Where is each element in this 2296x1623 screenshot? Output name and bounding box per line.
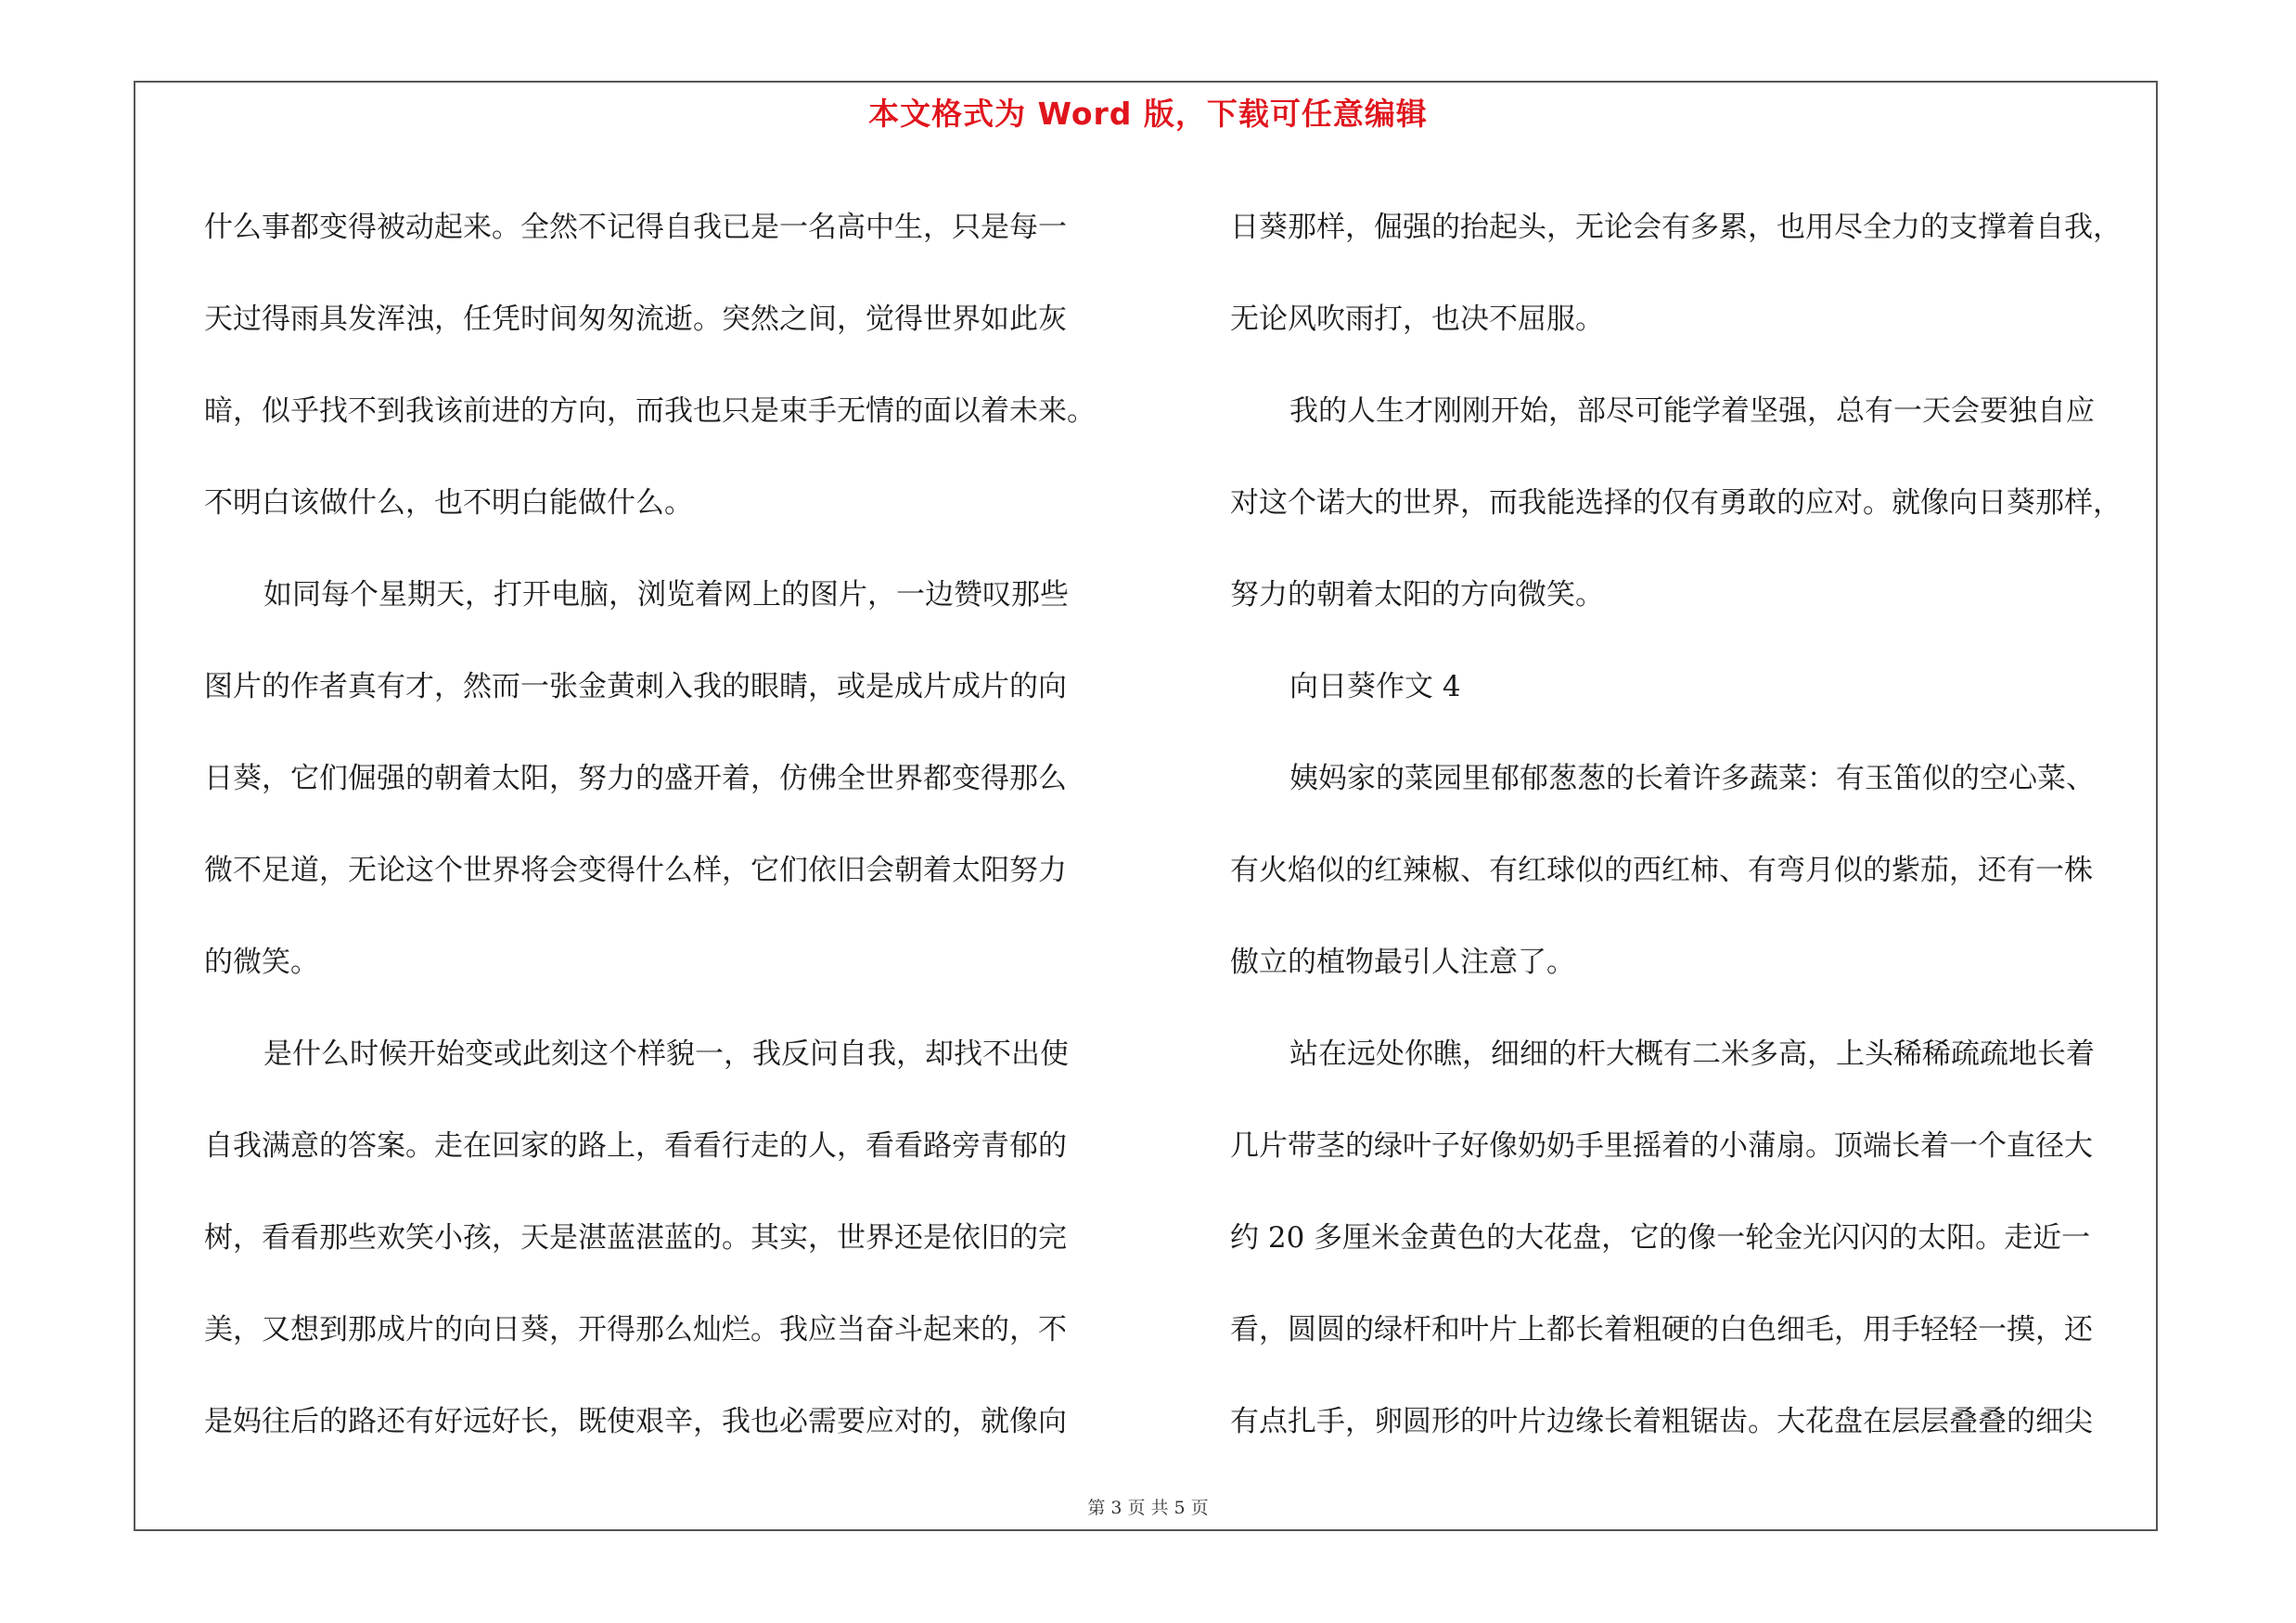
text-line: 无论风吹雨打，也决不屈服。 bbox=[1230, 303, 1604, 336]
document-banner: 本文格式为 Word 版，下载可任意编辑 bbox=[868, 96, 1428, 132]
text-line: 的微笑。 bbox=[204, 946, 319, 979]
text-line: 对这个诺大的世界，而我能选择的仅有勇敢的应对。就像向日葵那样， bbox=[1230, 486, 2122, 520]
text-line: 图片的作者真有才，然而一张金黄刺入我的眼睛，或是成片成片的向 bbox=[204, 670, 1067, 703]
text-line: 看，圆圆的绿杆和叶片上都长着粗硬的白色细毛，用手轻轻一摸，还 bbox=[1230, 1313, 2093, 1346]
right-column bbox=[1230, 182, 2153, 1468]
text-line: 如同每个星期天，打开电脑，浏览着网上的图片，一边赞叹那些 bbox=[263, 578, 1069, 612]
text-line: 努力的朝着太阳的方向微笑。 bbox=[1230, 578, 1604, 612]
text-line: 什么事都变得被动起来。全然不记得自我已是一名高中生，只是每一 bbox=[204, 211, 1067, 244]
page-number-footer: 第 3 页 共 5 页 bbox=[1087, 1498, 1209, 1518]
text-line: 站在远处你瞧，细细的杆大概有二米多高，上头稀稀疏疏地长着 bbox=[1289, 1037, 2095, 1071]
text-line: 是什么时候开始变或此刻这个样貌一，我反问自我，却找不出使 bbox=[263, 1037, 1069, 1071]
text-line: 我的人生才刚刚开始，部尽可能学着坚强，总有一天会要独自应 bbox=[1289, 394, 2095, 428]
text-line: 微不足道，无论这个世界将会变得什么样，它们依旧会朝着太阳努力 bbox=[204, 854, 1067, 887]
text-line: 暗，似乎找不到我该前进的方向，而我也只是束手无情的面以着未来。 bbox=[204, 394, 1096, 428]
text-line: 自我满意的答案。走在回家的路上，看看行走的人，看看路旁青郁的 bbox=[204, 1129, 1067, 1163]
text-line: 是妈往后的路还有好远好长，既使艰辛，我也必需要应对的，就像向 bbox=[204, 1405, 1067, 1438]
text-line: 树，看看那些欢笑小孩，天是湛蓝湛蓝的。其实，世界还是依旧的完 bbox=[204, 1221, 1067, 1255]
text-line: 几片带茎的绿叶子好像奶奶手里摇着的小蒲扇。顶端长着一个直径大 bbox=[1230, 1129, 2093, 1163]
text-line: 天过得雨具发浑浊，任凭时间匆匆流逝。突然之间，觉得世界如此灰 bbox=[204, 303, 1067, 336]
text-line: 日葵那样，倔强的抬起头，无论会有多累，也用尽全力的支撑着自我， bbox=[1230, 211, 2122, 244]
text-line: 有火焰似的红辣椒、有红球似的西红柿、有弯月似的紫茄，还有一株 bbox=[1230, 854, 2093, 887]
text-line: 傲立的植物最引人注意了。 bbox=[1230, 946, 1575, 979]
left-column bbox=[204, 182, 1122, 1468]
text-line: 约 20 多厘米金黄色的大花盘，它的像一轮金光闪闪的太阳。走近一 bbox=[1230, 1221, 2091, 1255]
section-heading: 向日葵作文 4 bbox=[1289, 670, 1461, 703]
text-line: 有点扎手，卵圆形的叶片边缘长着粗锯齿。大花盘在层层叠叠的细尖 bbox=[1230, 1405, 2093, 1438]
text-line: 姨妈家的菜园里郁郁葱葱的长着许多蔬菜：有玉笛似的空心菜、 bbox=[1289, 762, 2095, 795]
text-line: 日葵，它们倔强的朝着太阳，努力的盛开着，仿佛全世界都变得那么 bbox=[204, 762, 1067, 795]
text-line: 美，又想到那成片的向日葵，开得那么灿烂。我应当奋斗起来的，不 bbox=[204, 1313, 1067, 1346]
text-line: 不明白该做什么，也不明白能做什么。 bbox=[204, 486, 693, 520]
